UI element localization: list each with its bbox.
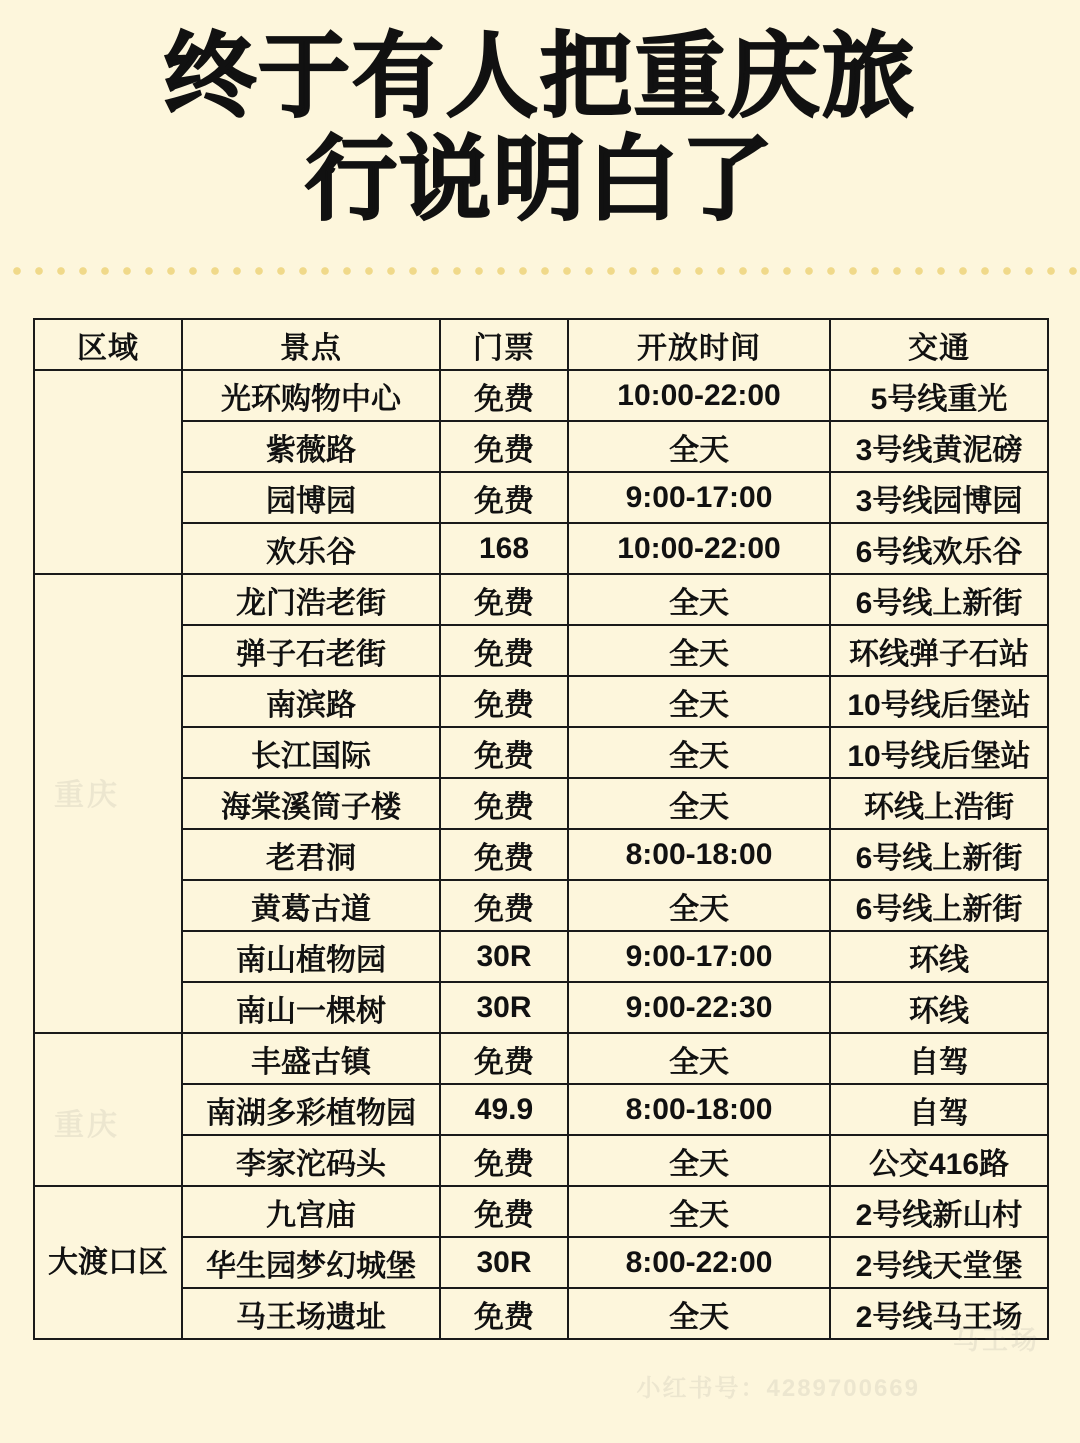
table-row [34,931,1048,982]
hours-cell: 9:00-17:00 [568,472,830,523]
spot-cell: 老君洞 [182,829,440,880]
table-row [34,676,1048,727]
ticket-cell: 免费 [440,829,568,880]
region-cell [34,574,182,1033]
hours-cell: 10:00-22:00 [568,523,830,574]
header-hours: 开放时间 [568,319,830,370]
ticket-cell: 免费 [440,1186,568,1237]
title-line-1: 终于有人把重庆旅 [163,26,916,128]
table-row [34,421,1048,472]
region-cell: 大渡口区 [34,1186,182,1339]
transport-cell: 10号线后堡站 [830,727,1048,778]
spot-cell: 欢乐谷 [182,523,440,574]
ticket-cell: 免费 [440,625,568,676]
hours-cell: 全天 [568,727,830,778]
region-cell [34,370,182,574]
spot-cell: 九宫庙 [182,1186,440,1237]
attractions-table-wrapper [33,318,1047,1340]
spot-cell: 南滨路 [182,676,440,727]
transport-cell: 环线弹子石站 [830,625,1048,676]
transport-cell: 2号线天堂堡 [830,1237,1048,1288]
spot-cell: 南山一棵树 [182,982,440,1033]
hours-cell: 9:00-17:00 [568,931,830,982]
header-ticket: 门票 [440,319,568,370]
hours-cell: 全天 [568,1033,830,1084]
transport-cell: 环线 [830,982,1048,1033]
table-row [34,574,1048,625]
table-row [34,472,1048,523]
transport-cell: 环线上浩街 [830,778,1048,829]
table-row [34,625,1048,676]
ticket-cell: 免费 [440,1033,568,1084]
region-cell [34,1033,182,1186]
header-spot: 景点 [182,319,440,370]
table-row [34,982,1048,1033]
hours-cell: 8:00-22:00 [568,1237,830,1288]
ticket-cell: 免费 [440,370,568,421]
transport-cell: 5号线重光 [830,370,1048,421]
table-row [34,1237,1048,1288]
spot-cell: 华生园梦幻城堡 [182,1237,440,1288]
hours-cell: 10:00-22:00 [568,370,830,421]
transport-cell: 自驾 [830,1084,1048,1135]
spot-cell: 黄葛古道 [182,880,440,931]
hours-cell: 全天 [568,421,830,472]
table-row [34,1186,1048,1237]
watermark-account-id: 小红书号：4289700669 [636,1375,920,1402]
ticket-cell: 免费 [440,1288,568,1339]
ticket-cell: 免费 [440,727,568,778]
transport-cell: 6号线上新街 [830,880,1048,931]
spot-cell: 紫薇路 [182,421,440,472]
transport-cell: 2号线新山村 [830,1186,1048,1237]
table-row [34,1135,1048,1186]
transport-cell: 3号线园博园 [830,472,1048,523]
table-row [34,778,1048,829]
dotted-divider [0,266,1080,276]
spot-cell: 龙门浩老街 [182,574,440,625]
spot-cell: 南湖多彩植物园 [182,1084,440,1135]
transport-cell: 自驾 [830,1033,1048,1084]
spot-cell: 园博园 [182,472,440,523]
header-region: 区域 [34,319,182,370]
transport-cell: 环线 [830,931,1048,982]
transport-cell: 3号线黄泥磅 [830,421,1048,472]
hours-cell: 全天 [568,1186,830,1237]
ticket-cell: 30R [440,1237,568,1288]
table-row [34,829,1048,880]
hours-cell: 全天 [568,1135,830,1186]
spot-cell: 马王场遗址 [182,1288,440,1339]
hours-cell: 全天 [568,778,830,829]
hours-cell: 8:00-18:00 [568,829,830,880]
table-row [34,370,1048,421]
transport-cell: 6号线上新街 [830,829,1048,880]
ticket-cell: 免费 [440,1135,568,1186]
transport-cell: 6号线欢乐谷 [830,523,1048,574]
transport-cell: 公交416路 [830,1135,1048,1186]
ticket-cell: 免费 [440,472,568,523]
spot-cell: 长江国际 [182,727,440,778]
hours-cell: 8:00-18:00 [568,1084,830,1135]
transport-cell: 10号线后堡站 [830,676,1048,727]
ticket-cell: 免费 [440,421,568,472]
spot-cell: 南山植物园 [182,931,440,982]
hours-cell: 9:00-22:30 [568,982,830,1033]
ticket-cell: 免费 [440,574,568,625]
spot-cell: 光环购物中心 [182,370,440,421]
spot-cell: 丰盛古镇 [182,1033,440,1084]
title-line-2: 行说明白了 [304,129,775,232]
hours-cell: 全天 [568,574,830,625]
table-row [34,1033,1048,1084]
transport-cell: 2号线马王场 [830,1288,1048,1339]
ticket-cell: 168 [440,523,568,574]
table-row [34,1288,1048,1339]
spot-cell: 海棠溪筒子楼 [182,778,440,829]
ticket-cell: 免费 [440,676,568,727]
page-title [0,0,1080,232]
table-header-row [34,319,1048,370]
table-row [34,727,1048,778]
table-row [34,880,1048,931]
hours-cell: 全天 [568,880,830,931]
hours-cell: 全天 [568,625,830,676]
hours-cell: 全天 [568,1288,830,1339]
ticket-cell: 免费 [440,778,568,829]
table-row [34,523,1048,574]
ticket-cell: 49.9 [440,1084,568,1135]
table-header [34,319,1048,370]
ticket-cell: 免费 [440,880,568,931]
header-transport: 交通 [830,319,1048,370]
ticket-cell: 30R [440,931,568,982]
attractions-table [33,318,1049,1340]
spot-cell: 李家沱码头 [182,1135,440,1186]
ticket-cell: 30R [440,982,568,1033]
table-row [34,1084,1048,1135]
hours-cell: 全天 [568,676,830,727]
spot-cell: 弹子石老街 [182,625,440,676]
table-body [34,370,1048,1339]
transport-cell: 6号线上新街 [830,574,1048,625]
